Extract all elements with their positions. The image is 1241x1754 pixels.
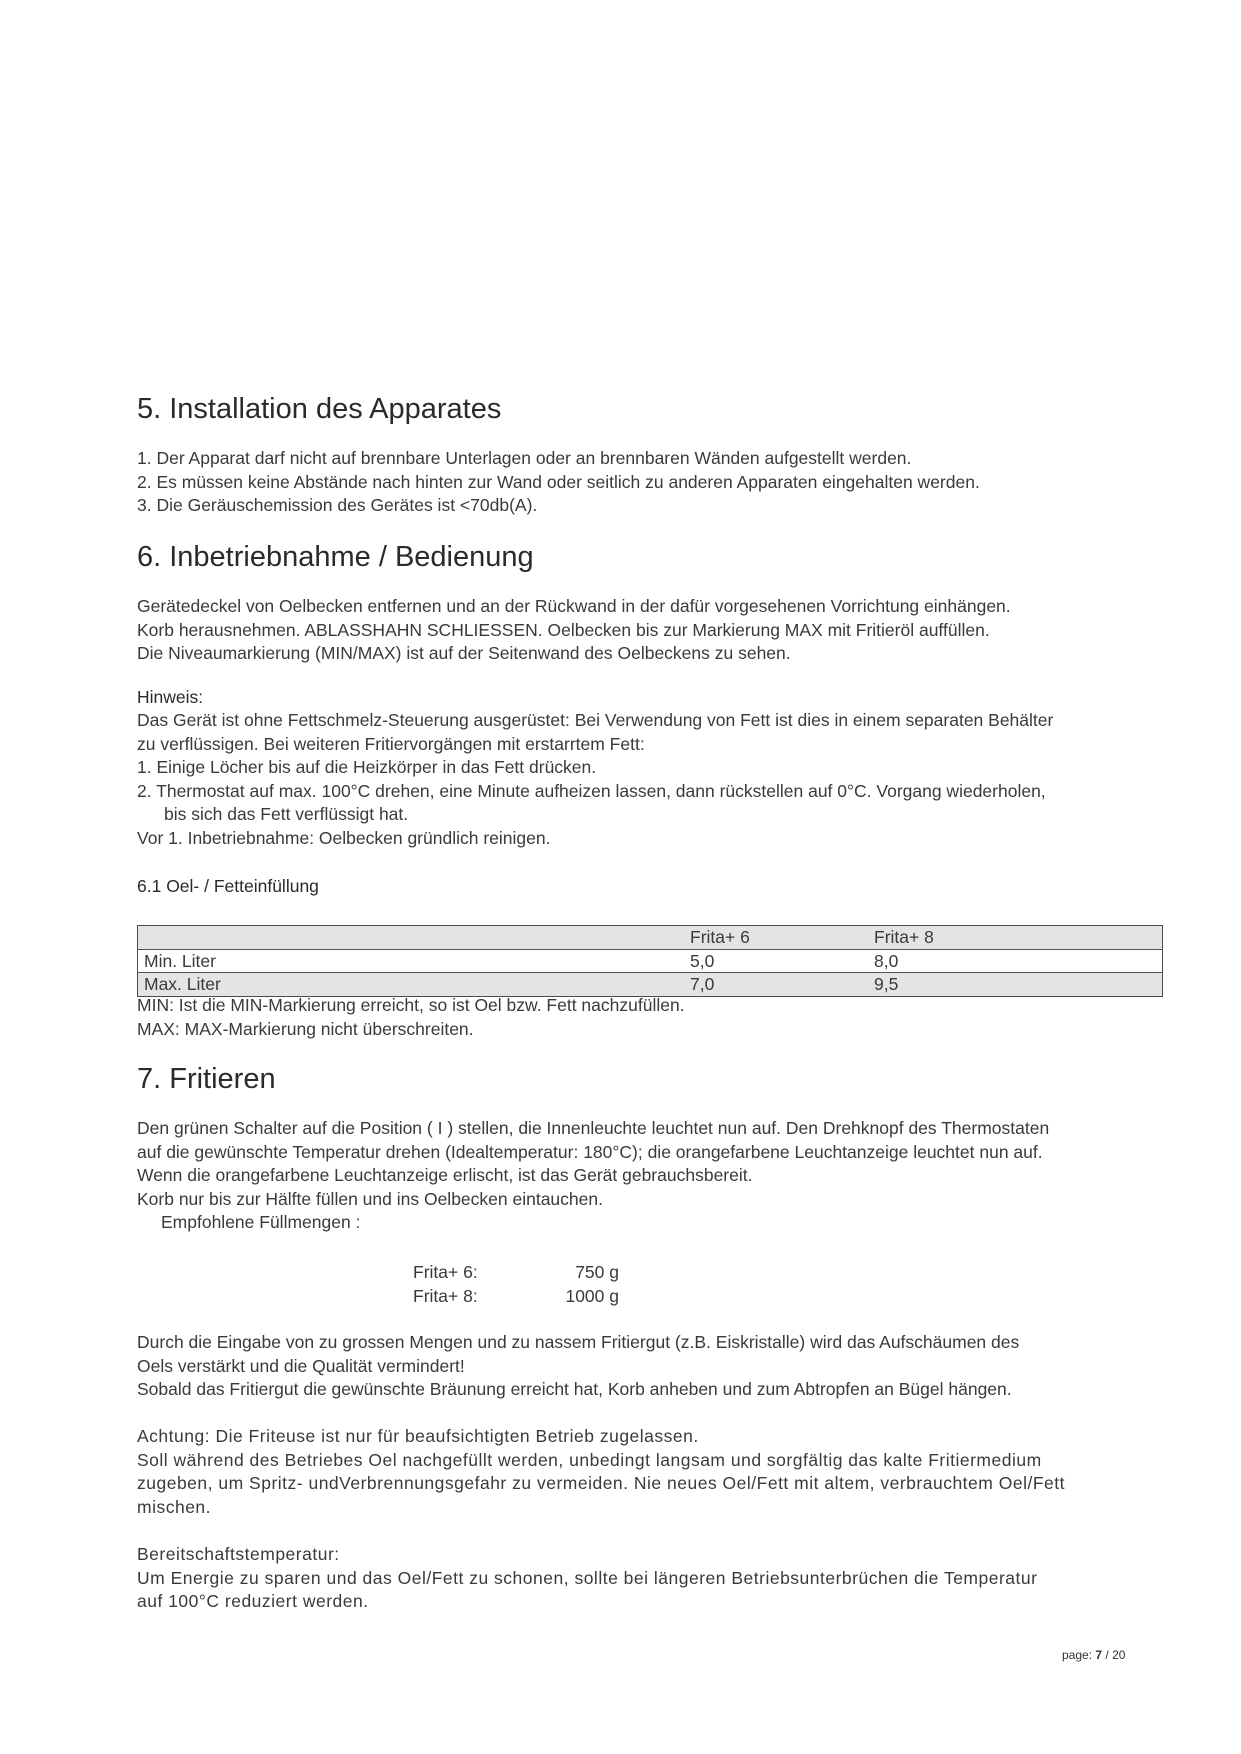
page-current: 7 [1095, 1648, 1103, 1662]
hinweis-line: Das Gerät ist ohne Fettschmelz-Steuerung ausgerüstet: Bei Verwendung von Fett ist dies in einem separaten Behälter [137, 710, 1054, 730]
amount-value: 1000 g [565, 1285, 619, 1306]
hinweis-line: 1. Einige Löcher bis auf die Heizkörper in das Fett drücken. [137, 757, 597, 777]
page-number [1062, 1648, 1125, 1662]
section-6-1-heading: 6.1 Oel- / Fetteinfüllung [137, 876, 319, 896]
paragraph-line: Achtung: Die Friteuse ist nur für beaufsichtigten Betrieb zugelassen. [137, 1426, 699, 1446]
paragraph-line: mischen. [137, 1496, 212, 1517]
recommended-label: Empfohlene Füllmengen : [161, 1212, 361, 1232]
amount-row [413, 1261, 619, 1285]
paragraph-line: Korb herausnehmen. ABLASSHAHN SCHLIESSEN. Oelbecken bis zur Markierung MAX mit Fritieröl auffüllen. [137, 619, 990, 640]
paragraph-line: zugeben, um Spritz- undVerbrennungsgefahr zu vermeiden. Nie neues Oel/Fett mit altem, verbrauchtem Oel/Fett [137, 1473, 1065, 1493]
hinweis-line: zu verflüssigen. Bei weiteren Fritiervorgängen mit erstarrtem Fett: [137, 733, 645, 754]
paragraph-line: Soll während des Betriebes Oel nachgefüllt werden, unbedingt langsam und sorgfältig das kalte Fritiermedium [137, 1449, 1042, 1470]
page-label: page: [1062, 1648, 1093, 1662]
table-row [138, 973, 1163, 997]
fill-notes [137, 994, 685, 1041]
paragraph-line: auf 100°C reduziert werden. [137, 1591, 369, 1611]
section-7-paragraph [137, 1117, 1049, 1235]
table-header-cell: Frita+ 6 [684, 926, 868, 950]
paragraph-line: Den grünen Schalter auf die Position ( I ) stellen, die Innenleuchte leuchtet nun auf. Den Drehknopf des Thermostaten [137, 1118, 1050, 1138]
note-line: MAX: MAX-Markierung nicht überschreiten. [137, 1018, 474, 1039]
achtung-paragraph [137, 1425, 1065, 1519]
amount-model: Frita+ 8: [413, 1285, 478, 1306]
table-cell: Max. Liter [138, 973, 685, 997]
paragraph-line: Durch die Eingabe von zu grossen Mengen und zu nassem Fritiergut (z.B. Eiskristalle) wird das Aufschäumen des [137, 1332, 1020, 1352]
paragraph-line: Korb nur bis zur Hälfte füllen und ins Oelbecken eintauchen. [137, 1188, 603, 1209]
hinweis-line: 2. Thermostat auf max. 100°C drehen, eine Minute aufheizen lassen, dann rückstellen auf 0°C. Vorgang wiederholen, [137, 780, 1046, 801]
section-6-paragraph [137, 595, 1011, 666]
list-item: 2. Es müssen keine Abstände nach hinten zur Wand oder seitlich zu anderen Apparaten eingehalten werden. [137, 471, 980, 492]
paragraph-line: Wenn die orangefarbene Leuchtanzeige erlischt, ist das Gerät gebrauchsbereit. [137, 1165, 753, 1185]
warning-paragraph [137, 1331, 1019, 1402]
standby-paragraph [137, 1543, 1037, 1614]
table-cell: 8,0 [868, 949, 1163, 973]
paragraph-line: Gerätedeckel von Oelbecken entfernen und an der Rückwand in der dafür vorgesehenen Vorrichtung einhängen. [137, 596, 1011, 616]
hinweis-label: Hinweis: [137, 687, 204, 707]
paragraph-line: Um Energie zu sparen und das Oel/Fett zu schonen, sollte bei längeren Betriebsunterbrüchen die Temperatur [137, 1567, 1038, 1588]
page-total: / 20 [1105, 1648, 1126, 1662]
paragraph-line: Oels verstärkt und die Qualität vermindert! [137, 1355, 465, 1376]
table-cell: 5,0 [684, 949, 868, 973]
paragraph-line: Sobald das Fritiergut die gewünschte Bräunung erreicht hat, Korb anheben und zum Abtropfen an Bügel hängen. [137, 1379, 1012, 1399]
hinweis-block [137, 709, 1053, 850]
amount-row [413, 1285, 619, 1309]
table-header-row [138, 926, 1163, 950]
table-cell: Min. Liter [138, 949, 685, 973]
recommended-amounts [413, 1261, 619, 1308]
section-7-heading: 7. Fritieren [137, 1063, 276, 1095]
hinweis-line: Vor 1. Inbetriebnahme: Oelbecken gründlich reinigen. [137, 827, 551, 848]
paragraph-line: Bereitschaftstemperatur: [137, 1544, 340, 1564]
paragraph-line: auf die gewünschte Temperatur drehen (Idealtemperatur: 180°C); die orangefarbene Leuchtanzeige leuchtet nun auf. [137, 1141, 1043, 1162]
list-item: 1. Der Apparat darf nicht auf brennbare Unterlagen oder an brennbaren Wänden aufgestellt werden. [137, 448, 912, 468]
table-header-cell: Frita+ 8 [868, 926, 1163, 950]
amount-value: 750 g [575, 1262, 619, 1282]
fill-table [137, 925, 1163, 997]
paragraph-line: Die Niveaumarkierung (MIN/MAX) ist auf der Seitenwand des Oelbeckens zu sehen. [137, 643, 791, 663]
table-header-cell [138, 926, 685, 950]
table-row [138, 949, 1163, 973]
list-item: 3. Die Geräuschemission des Gerätes ist <70db(A). [137, 495, 538, 515]
hinweis-line: bis sich das Fett verflüssigt hat. [164, 804, 409, 824]
table-cell: 7,0 [684, 973, 868, 997]
section-5-list [137, 447, 980, 518]
note-line: MIN: Ist die MIN-Markierung erreicht, so ist Oel bzw. Fett nachzufüllen. [137, 995, 685, 1015]
section-6-heading: 6. Inbetriebnahme / Bedienung [137, 541, 534, 573]
amount-model: Frita+ 6: [413, 1262, 478, 1282]
table-cell: 9,5 [868, 973, 1163, 997]
section-5-heading: 5. Installation des Apparates [137, 393, 502, 425]
